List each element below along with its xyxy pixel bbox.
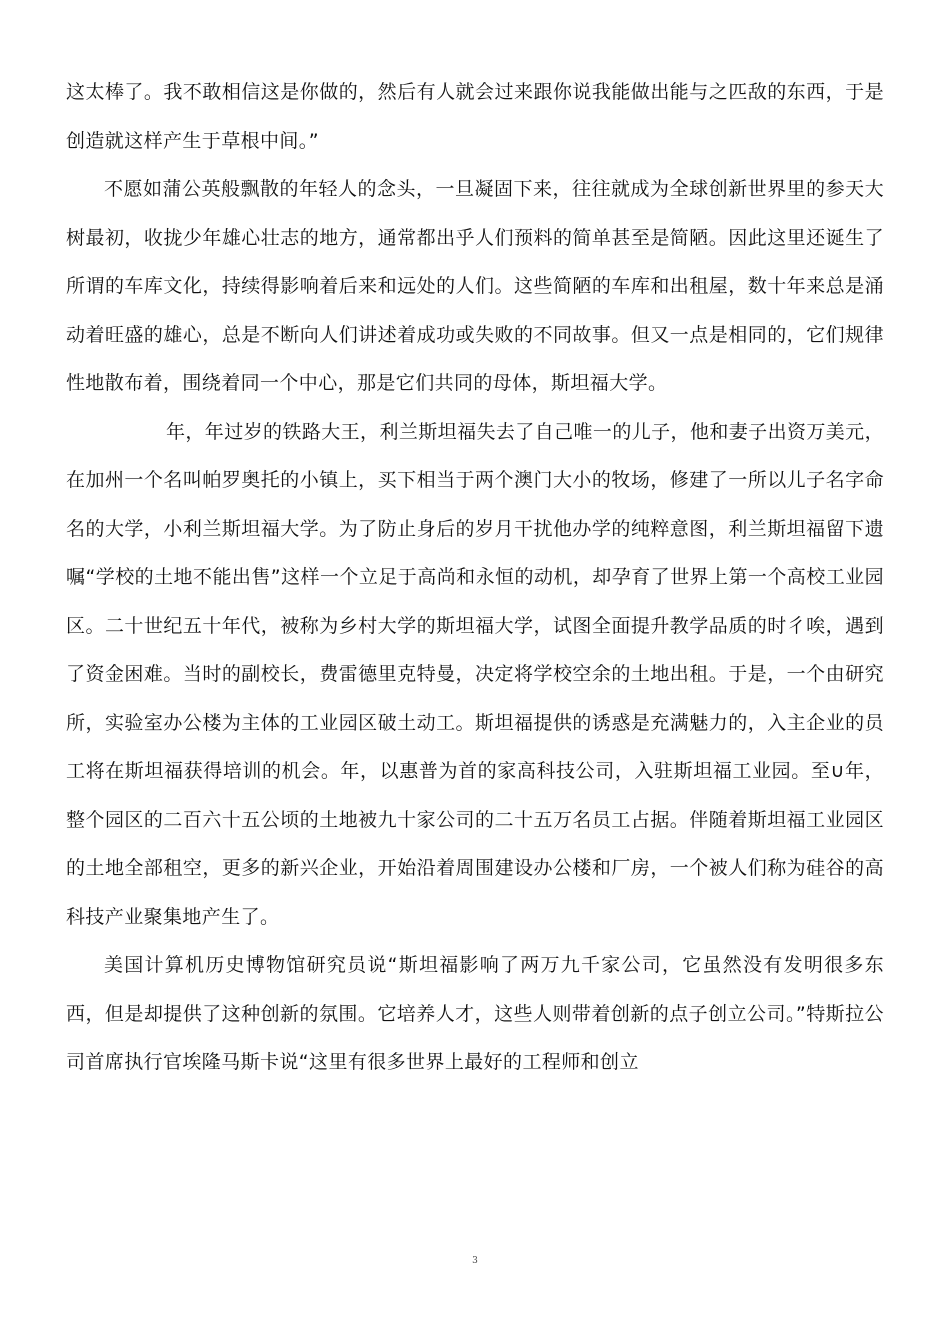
page-number: 3	[472, 1256, 478, 1266]
document-body	[66, 68, 884, 1087]
paragraph-2: 不愿如蒲公英般飘散的年轻人的念头，一旦凝固下来，往往就成为全球创新世界里的参天大树最初，收拢少年雄心壮志的地方，通常都出乎人们预料的简单甚至是简陋。因此这里还诞生了所谓的车库文化，持续得影响着后来和远处的人们。这些简陋的车库和出租屋，数十年来总是涌动着旺盛的雄心，总是不断向人们讲述着成功或失败的不同故事。但又一点是相同的，它们规律性地散布着，围绕着同一个中心，那是它们共同的母体，斯坦福大学。	[66, 178, 884, 394]
paragraph-3: 年，年过岁的铁路大王，利兰斯坦福失去了自己唯一的儿子，他和妻子出资万美元，在加州一个名叫帕罗奥托的小镇上，买下相当于两个澳门大小的牧场，修建了一所以儿子名字命名的大学，小利兰斯坦福大学。为了防止身后的岁月干扰他办学的纯粹意图，利兰斯坦福留下遗嘱“学校的土地不能出售”这样一个立足于高尚和永恒的动机，却孕育了世界上第一个高校工业园区。二十世纪五十年代，被称为乡村大学的斯坦福大学，试图全面提升教学品质的时彳唉，遇到了资金困难。当时的副校长，费雷德里克特曼，决定将学校空余的土地出租。于是，一个由研究所，实验室办公楼为主体的工业园区破土动工。斯坦福提供的诱惑是充满魅力的，入主企业的员工将在斯坦福获得培训的机会。年，以惠普为首的家高科技公司，入驻斯坦福工业园。至∪年，整个园区的二百六十五公顷的土地被九十家公司的二十五万名员工占据。伴随着斯坦福工业园区的土地全部租空，更多的新兴企业，开始沿着周围建设办公楼和厂房，一个被人们称为硅谷的高科技产业聚集地产生了。	[66, 420, 884, 928]
paragraph-1: 这太棒了。我不敢相信这是你做的，然后有人就会过来跟你说我能做出能与之匹敌的东西，于是创造就这样产生于草根中间。”	[66, 81, 884, 152]
paragraph-4: 美国计算机历史博物馆研究员说“斯坦福影响了两万九千家公司，它虽然没有发明很多东西，但是却提供了这种创新的氛围。它培养人才，这些人则带着创新的点子创立公司。”特斯拉公司首席执行官埃隆马斯卡说“这里有很多世界上最好的工程师和创立	[66, 954, 884, 1073]
